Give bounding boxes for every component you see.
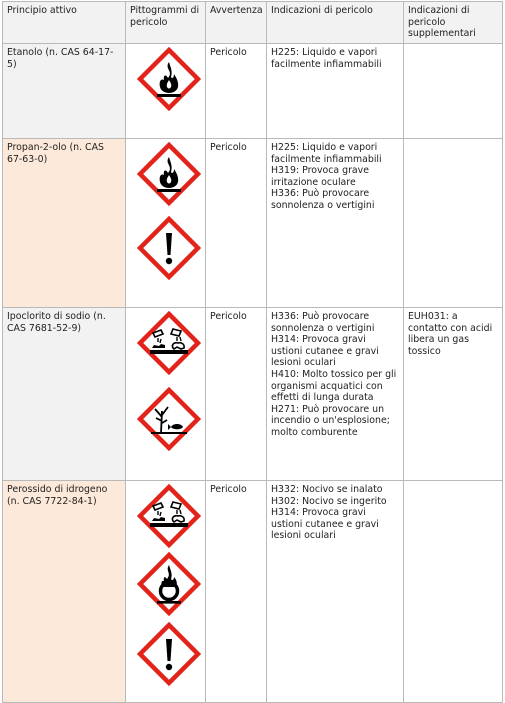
signal-word: Pericolo — [206, 481, 267, 703]
flame-icon — [137, 47, 201, 111]
hazard-statement: H336: Può provocare sonnolenza o vertigini — [271, 311, 375, 334]
table-row — [3, 44, 503, 139]
hazard-statement: H314: Provoca gravi ustioni cutanee e gravi lesioni oculari — [271, 334, 379, 369]
exclamation-icon — [137, 622, 201, 686]
hazard-statement: H314: Provoca gravi ustioni cutanee e gravi lesioni oculari — [271, 507, 379, 542]
supplementary-statements — [404, 139, 503, 308]
hazard-statement: H410: Molto tossico per gli organismi acquatici con effetti di lunga durata — [271, 368, 397, 404]
header-signal-word: Avvertenza — [206, 2, 267, 44]
substance-name: Etanolo (n. CAS 64-17-5) — [3, 44, 126, 139]
table-row — [3, 481, 503, 703]
substance-name: Propan-2-olo (n. CAS 67-63-0) — [3, 139, 126, 308]
hazard-statements — [267, 308, 404, 481]
oxidizer-icon — [137, 552, 201, 616]
substance-name: Perossido di idrogeno (n. CAS 7722-84-1) — [3, 481, 126, 703]
substance-name: Ipoclorito di sodio (n. CAS 7681-52-9) — [3, 308, 126, 481]
hazard-statements — [267, 44, 404, 139]
environment-icon — [137, 387, 201, 451]
flame-icon — [137, 142, 201, 206]
pictogram-cell — [126, 308, 206, 481]
signal-word: Pericolo — [206, 139, 267, 308]
header-supplementary: Indicazioni di pericolo supplementari — [404, 2, 503, 44]
header-row — [3, 2, 503, 44]
hazard-statements — [267, 481, 404, 703]
table-row — [3, 308, 503, 481]
signal-word: Pericolo — [206, 44, 267, 139]
corrosion-icon — [137, 484, 201, 548]
header-hazard-statements: Indicazioni di pericolo — [267, 2, 404, 44]
hazard-statement: H332: Nocivo se inalato — [271, 484, 383, 495]
hazard-statements — [267, 139, 404, 308]
hazard-table — [2, 1, 503, 703]
hazard-statement: H225: Liquido e vapori facilmente infiammabili — [271, 47, 382, 70]
hazard-statement: H225: Liquido e vapori facilmente infiammabili — [271, 142, 382, 165]
table-row — [3, 139, 503, 308]
corrosion-icon — [137, 311, 201, 375]
header-substance: Principio attivo — [3, 2, 126, 44]
hazard-statement: H271: Può provocare un incendio o un'esplosione; molto comburente — [271, 403, 390, 438]
exclamation-icon — [137, 216, 201, 280]
signal-word: Pericolo — [206, 308, 267, 481]
supplementary-statements: EUH031: a contatto con acidi libera un gas tossico — [404, 308, 503, 481]
hazard-statement: H302: Nocivo se ingerito — [271, 495, 387, 507]
header-pictograms: Pittogrammi di pericolo — [126, 2, 206, 44]
hazard-statement: H336: Può provocare sonnolenza o vertigini — [271, 188, 375, 211]
supplementary-statements — [404, 44, 503, 139]
hazard-statement: H319: Provoca grave irritazione oculare — [271, 165, 369, 188]
pictogram-cell — [126, 481, 206, 703]
supplementary-statements — [404, 481, 503, 703]
pictogram-cell — [126, 44, 206, 139]
pictogram-cell — [126, 139, 206, 308]
